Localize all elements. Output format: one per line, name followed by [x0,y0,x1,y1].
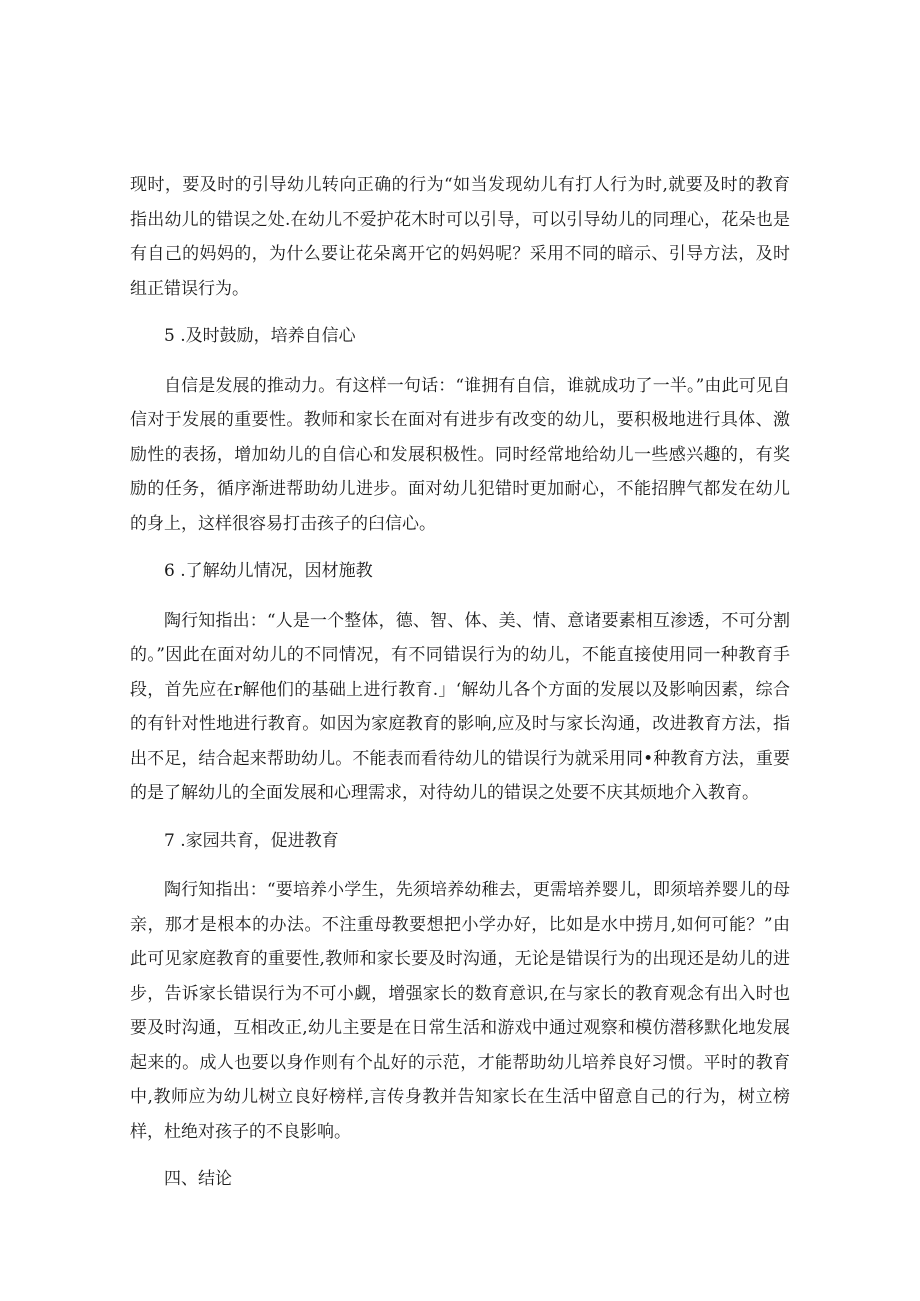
heading-section-7: 7 .家园共育，促进教育 [164,830,339,851]
document-page [130,168,790,1197]
paragraph-home-school-cooperation: 陶行知指出：“要培养小学生，先须培养幼稚去，更需培养婴儿，即须培养婴儿的母亲，那才是根本的办法。不注重母教要想把小学办好，比如是水中捞月,如何可能？”由此可见家庭教育的重要性,教师和家长要及时沟通，无论是错误行为的出现还是幼儿的进步，告诉家长错误行为不可小觑，增强家长的数育意识,在与家长的教育观念有出入时也要及时沟通，互相改正,幼儿主要是在日常生活和游戏中通过观察和模仿潜移默化地发展起来的。成人也要以身作则有个乩好的示范，才能帮助幼儿培养良好习惯。平时的教育中,教师应为幼儿树立良好榜样,言传身教并告知家长在生活中留意自己的行为，树立榜样，杜绝对孩子的不良影响。 [130,880,790,1142]
heading-section-6: 6 .了解幼儿情况，因材施教 [164,561,373,581]
paragraph-guidance-continuation: 现时，要及时的引导幼儿转向正确的行为“如当发现幼儿有打人行为时,就要及时的教育指出幼儿的错误之处.在幼儿不爱护花木时可以引导，可以引导幼儿的同理心，花朵也是有自己的妈妈的，为什么要让花朵离开它的妈妈呢？采用不同的暗示、引导方法，及时组正错误行为。 [130,175,790,299]
paragraph-confidence: 自信是发展的推动力。有这样一句话：“谁拥有自信，谁就成功了一半。”由此可见自信对于发展的重要性。教师和家长在面对有进步有改变的幼儿，要积极地进行具体、激励性的表扬，增加幼儿的自信心和发展积极性。同时经常地给幼儿一些感兴趣的，有奖励的任务，循序渐进帮助幼儿进步。面对幼儿犯错时更加耐心，不能招脾气都发在幼儿的身上，这样很容易打击孩子的臼信心。 [130,375,790,534]
heading-conclusion: 四、结论 [164,1169,232,1189]
heading-section-5: 5 .及时鼓励，培养自信心 [164,326,356,346]
paragraph-individualized-teaching: 陶行知指出：“人是一个整体，德、智、体、美、情、意诸要素相互渗透，不可分割的。”因此在面对幼儿的不同情况，有不同错误行为的幼儿，不能直接使用同一种教育手段，首先应在r解他们的基础上进行教育.」‘解幼儿各个方面的发展以及影响因素，综合的有针对性地进行教育。如因为家庭教育的影响,应及时与家长沟通，改进教育方法，指出不足，结合起来帮助幼儿。不能表而看待幼儿的错误行为就采用同•种教育方法，重要的是了解幼儿的全面发展和心理需求，对待幼儿的错误之处要不庆其烦地介入教育。 [130,610,790,803]
